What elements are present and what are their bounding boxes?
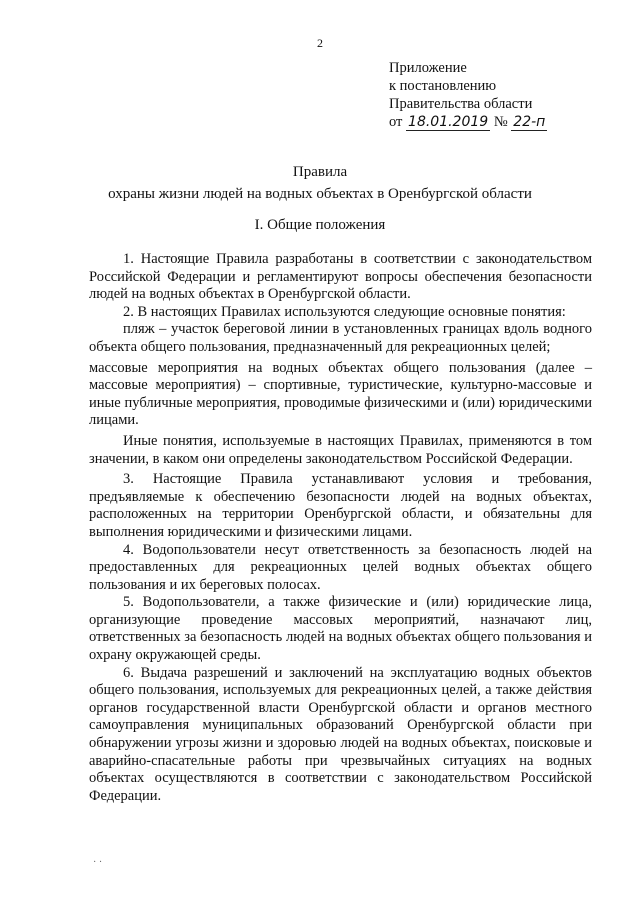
number-prefix: № (493, 114, 508, 130)
paragraph-5: 5. Водопользователи, а также физические и (или) юридические лица, организующие проведение массовых мероприятий, назначают лиц, ответственных за безопасность людей на водных объектах общего пользования и охрану окружающей среды. (89, 594, 592, 664)
scan-artifact: · · (93, 857, 103, 868)
title-line-2: охраны жизни людей на водных объектах в Оренбургской области (108, 186, 532, 202)
handwritten-date: 18.01.2019 (408, 114, 489, 130)
date-prefix: от (389, 114, 403, 130)
paragraph-1: 1. Настоящие Правила разработаны в соответствии с законодательством Российской Федерации и регламентируют вопросы обеспечения безопасности людей на водных объектах в Оренбургской области. (89, 251, 592, 303)
document-title (0, 161, 640, 205)
section-heading: I. Общие положения (254, 217, 386, 233)
paragraph-4: 4. Водопользователи несут ответственность за безопасность людей на предоставленных для рекреационных целей водных объектах общего пользования и их береговых полосах. (89, 541, 592, 593)
appendix-line-2: к постановлению (389, 78, 497, 94)
appendix-block (389, 59, 547, 131)
appendix-line-3: Правительства области (389, 96, 533, 112)
title-line-1: Правила (292, 164, 348, 180)
paragraph-3: 3. Настоящие Правила устанавливают условия и требования, предъявляемые к обеспечению безопасности людей на водных объектах, расположенных на территории Оренбургской области, и обязательны для выполнения юридическими и физическими лицами. (89, 471, 592, 540)
paragraph-other-terms: Иные понятия, используемые в настоящих Правилах, применяются в том значении, в каком они определены законодательством Российской Федерации. (89, 432, 592, 467)
paragraph-2: 2. В настоящих Правилах используются следующие основные понятия: (123, 303, 566, 320)
document-body (89, 251, 592, 805)
appendix-date-line (389, 113, 547, 131)
appendix-line-1: Приложение (389, 60, 467, 76)
handwritten-number: 22-п (513, 114, 546, 130)
definition-mass-events: массовые мероприятия на водных объектах общего пользования (далее – массовые мероприятия) – спортивные, туристические, культурно-массовые и иные публичные мероприятия, проводимые физическими и (или) юридическими лицами. (89, 359, 592, 429)
definition-beach: пляж – участок береговой линии в установленных границах вдоль водного объекта общего пользования, предназначенный для рекреационных целей; (89, 321, 592, 355)
paragraph-6: 6. Выдача разрешений и заключений на эксплуатацию водных объектов общего пользования, используемых для рекреационных целей, а также действия органов государственной власти Оренбургской области и органов местного самоуправления муниципальных образований Оренбургской области при обнаружении угрозы жизни и здоровью людей на водных объектах, поисковые и аварийно-спасательные работы при чрезвычайных ситуациях на водных объектах осуществляются в соответствии с законодательством Российской Федерации. (89, 664, 592, 804)
page-number: 2 (317, 36, 323, 50)
